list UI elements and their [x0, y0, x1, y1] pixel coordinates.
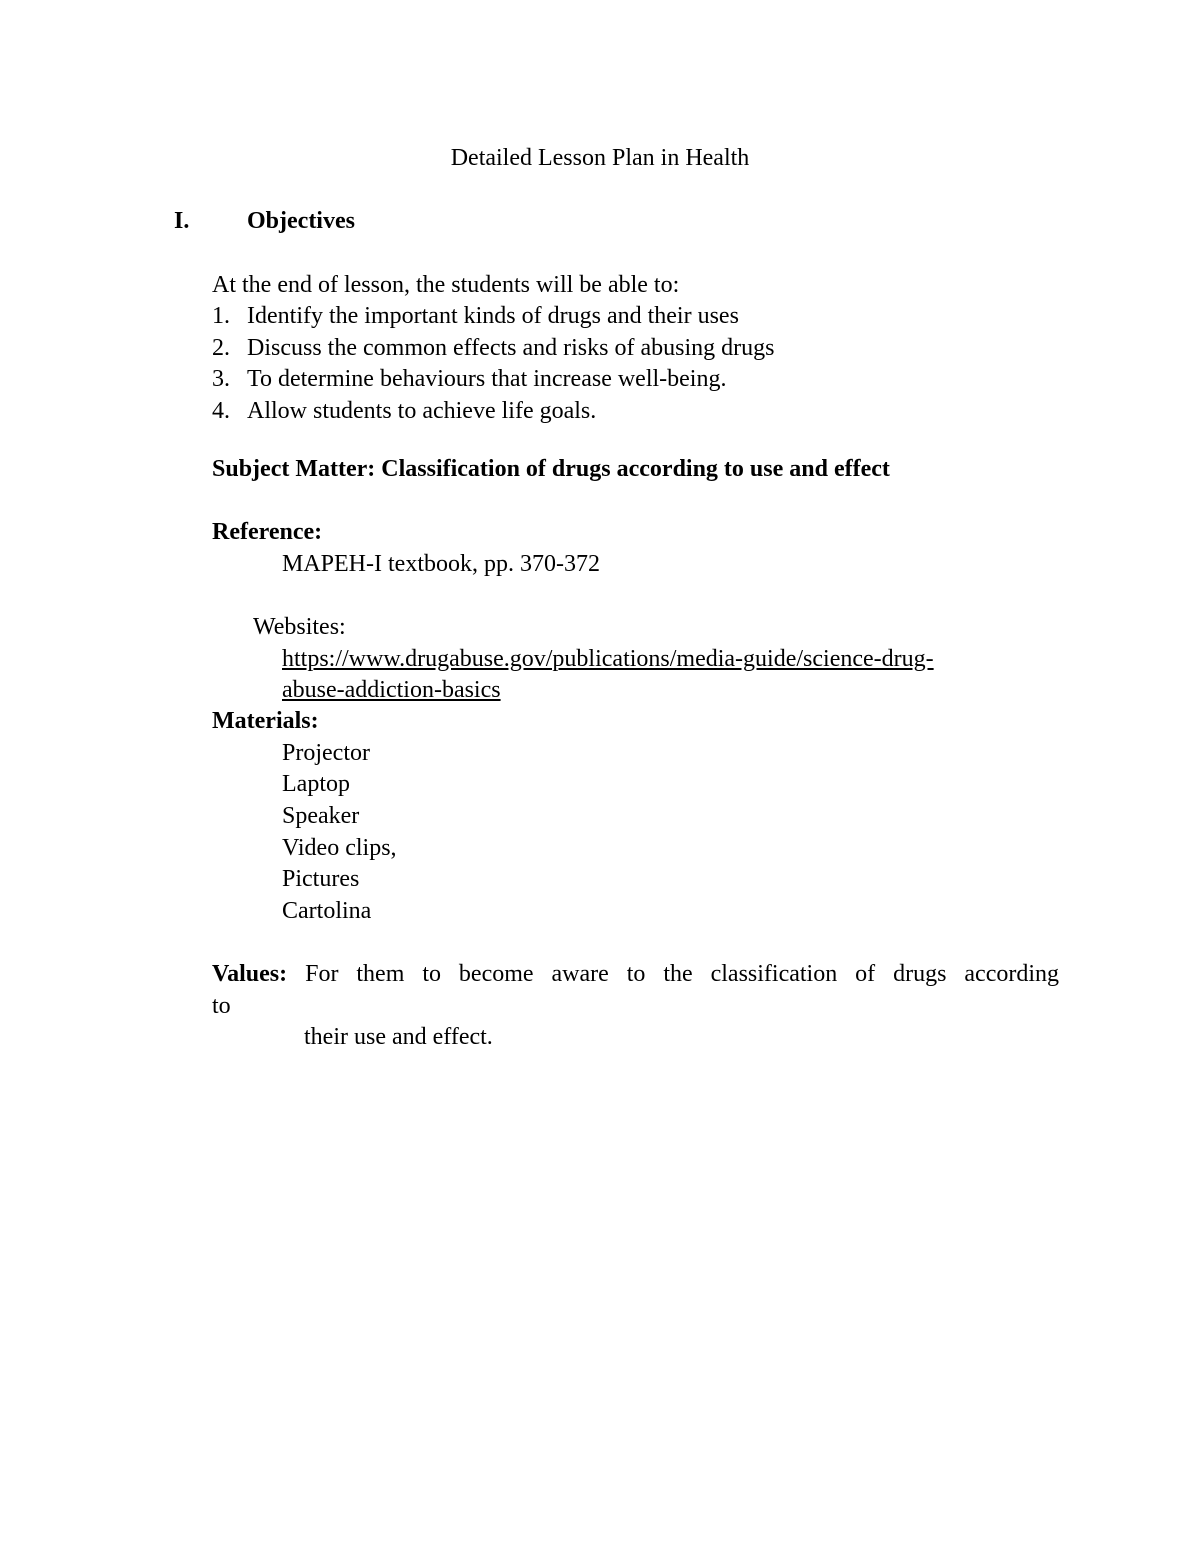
- objective-text: Identify the important kinds of drugs and their uses: [247, 303, 739, 329]
- objective-number: 3.: [212, 366, 230, 392]
- values-label: Values:: [212, 961, 288, 987]
- objective-item: [212, 396, 596, 426]
- material-item: Speaker: [282, 803, 360, 829]
- website-link-continued[interactable]: abuse-addiction-basics: [282, 677, 501, 703]
- objective-text: Discuss the common effects and risks of abusing drugs: [247, 335, 775, 361]
- objective-number: 4.: [212, 398, 230, 424]
- website-link[interactable]: https://www.drugabuse.gov/publications/media-guide/science-drug-: [282, 646, 934, 672]
- values-text: For them to become aware to the classification of drugs according: [305, 961, 1060, 987]
- values-line: [212, 959, 1059, 989]
- objective-item: [212, 364, 726, 394]
- material-item: Laptop: [282, 771, 350, 797]
- objective-number: 2.: [212, 335, 230, 361]
- reference-textbook: MAPEH-I textbook, pp. 370-372: [282, 551, 600, 577]
- objectives-numeral: I.: [174, 208, 190, 234]
- objective-text: To determine behaviours that increase well-being.: [247, 366, 727, 392]
- material-item: Pictures: [282, 866, 360, 892]
- objectives-intro: At the end of lesson, the students will be able to:: [212, 272, 680, 298]
- reference-heading: Reference:: [212, 519, 323, 545]
- subject-matter: Subject Matter: Classification of drugs according to use and effect: [212, 456, 890, 482]
- objectives-heading: Objectives: [247, 208, 355, 234]
- material-item: Video clips,: [282, 835, 397, 861]
- materials-heading: Materials:: [212, 708, 319, 734]
- material-item: Projector: [282, 740, 370, 766]
- page-title: Detailed Lesson Plan in Health: [450, 145, 750, 171]
- websites-label: Websites:: [253, 614, 346, 640]
- objective-item: [212, 301, 739, 331]
- values-text-continued: their use and effect.: [304, 1024, 493, 1050]
- values-text-wrap: to: [212, 993, 231, 1019]
- objective-number: 1.: [212, 303, 230, 329]
- objective-item: [212, 333, 774, 363]
- material-item: Cartolina: [282, 898, 372, 924]
- objective-text: Allow students to achieve life goals.: [247, 398, 597, 424]
